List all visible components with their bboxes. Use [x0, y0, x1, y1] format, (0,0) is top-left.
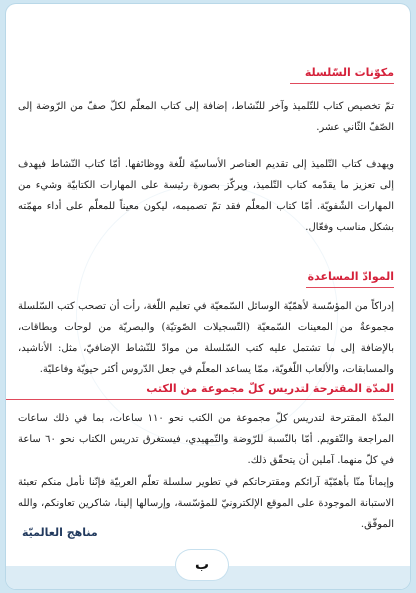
section-body-aids: [18, 296, 394, 380]
section-body-components: [18, 96, 394, 138]
section-heading-aids: [306, 270, 394, 288]
document-page: [6, 4, 410, 589]
paragraph: المدّة المقترحة لتدريس كلّ مجموعة من الكتب نحو ١١٠ ساعات، بما في ذلك ساعات المراجعة والتّقويم. أمّا بالنّسبة للرّوضة والتّمهيدي، فيستغرق تدريس الكتاب نحو ٦٠ ساعة في كلّ منهما. آملين أن يتحقّق ذلك.: [18, 413, 395, 466]
section-body-components-2: [18, 154, 394, 238]
paragraph: تمّ تخصيص كتاب للتّلميذ وآخر للنّشاط، إضافة إلى كتاب المعلّم لكلّ صفّ من الرّوضة إلى الصّفّ الثّاني عشر.: [18, 101, 394, 133]
paragraph: وإيماناً منّا بأهمّيّة آرائكم ومقترحاتكم في تطوير سلسلة تعلّم العربيّة فإنّنا نأمل منكم تعبئة الاستبانة الموجودة على الموقع الإلكترونيّ للمؤسّسة، وإرسالها إلينا، شاكرين تعاونكم، والله الموفّق.: [18, 477, 394, 530]
heading-underline: [290, 83, 394, 84]
section-title: مكوّنات السّلسلة: [304, 66, 394, 79]
page-number: ب: [176, 550, 228, 580]
section-title: الموادّ المساعدة: [307, 270, 394, 283]
paragraph: إدراكاً من المؤسّسة لأهمّيّة الوسائل السّمعيّة في تعليم اللّغة، رأت أن تصحب كتب السّلسلة مجموعةٌ من المعينات السّمعيّة (التّسجيلات الصّوتيّة) والبصريّة من لوحات وبطاقات، بالإضافة إلى ما تشتمل عليه كتب السّلسلة من موادّ للنّشاط الإضافيّ، مثل: الأناشيد، والمسابقات، والألعاب اللّغويّة، ممّا يساعد المعلّم في جعل الدّروس أكثر حيويّة وفاعليّة.: [18, 301, 394, 375]
heading-underline: [6, 399, 394, 400]
section-title: المدّة المقترحة لتدريس كلّ مجموعة من الكتب: [146, 382, 394, 395]
section-body-duration: [18, 408, 394, 471]
section-heading-components: [290, 66, 394, 84]
heading-underline: [306, 287, 394, 288]
section-heading-duration: [6, 382, 394, 400]
paragraph: ويهدف كتاب التّلميذ إلى تقديم العناصر الأساسيّة للّغة ووظائفها. أمّا كتاب النّشاط فيهدف إلى تعزيز ما يقدّمه كتاب التّلميذ، ويركّز بصورة رئيسة على المهارات الكتابيّة وشيء من المهارات الشّفويّة. أمّا كتاب المعلّم فقد تمّ تصميمه، ليكون معيناً للمعلّم على أداء مهمّته بشكل مناسب وفعّال.: [18, 159, 394, 233]
publisher-logo-text: مناهج العالميّة: [22, 526, 98, 539]
